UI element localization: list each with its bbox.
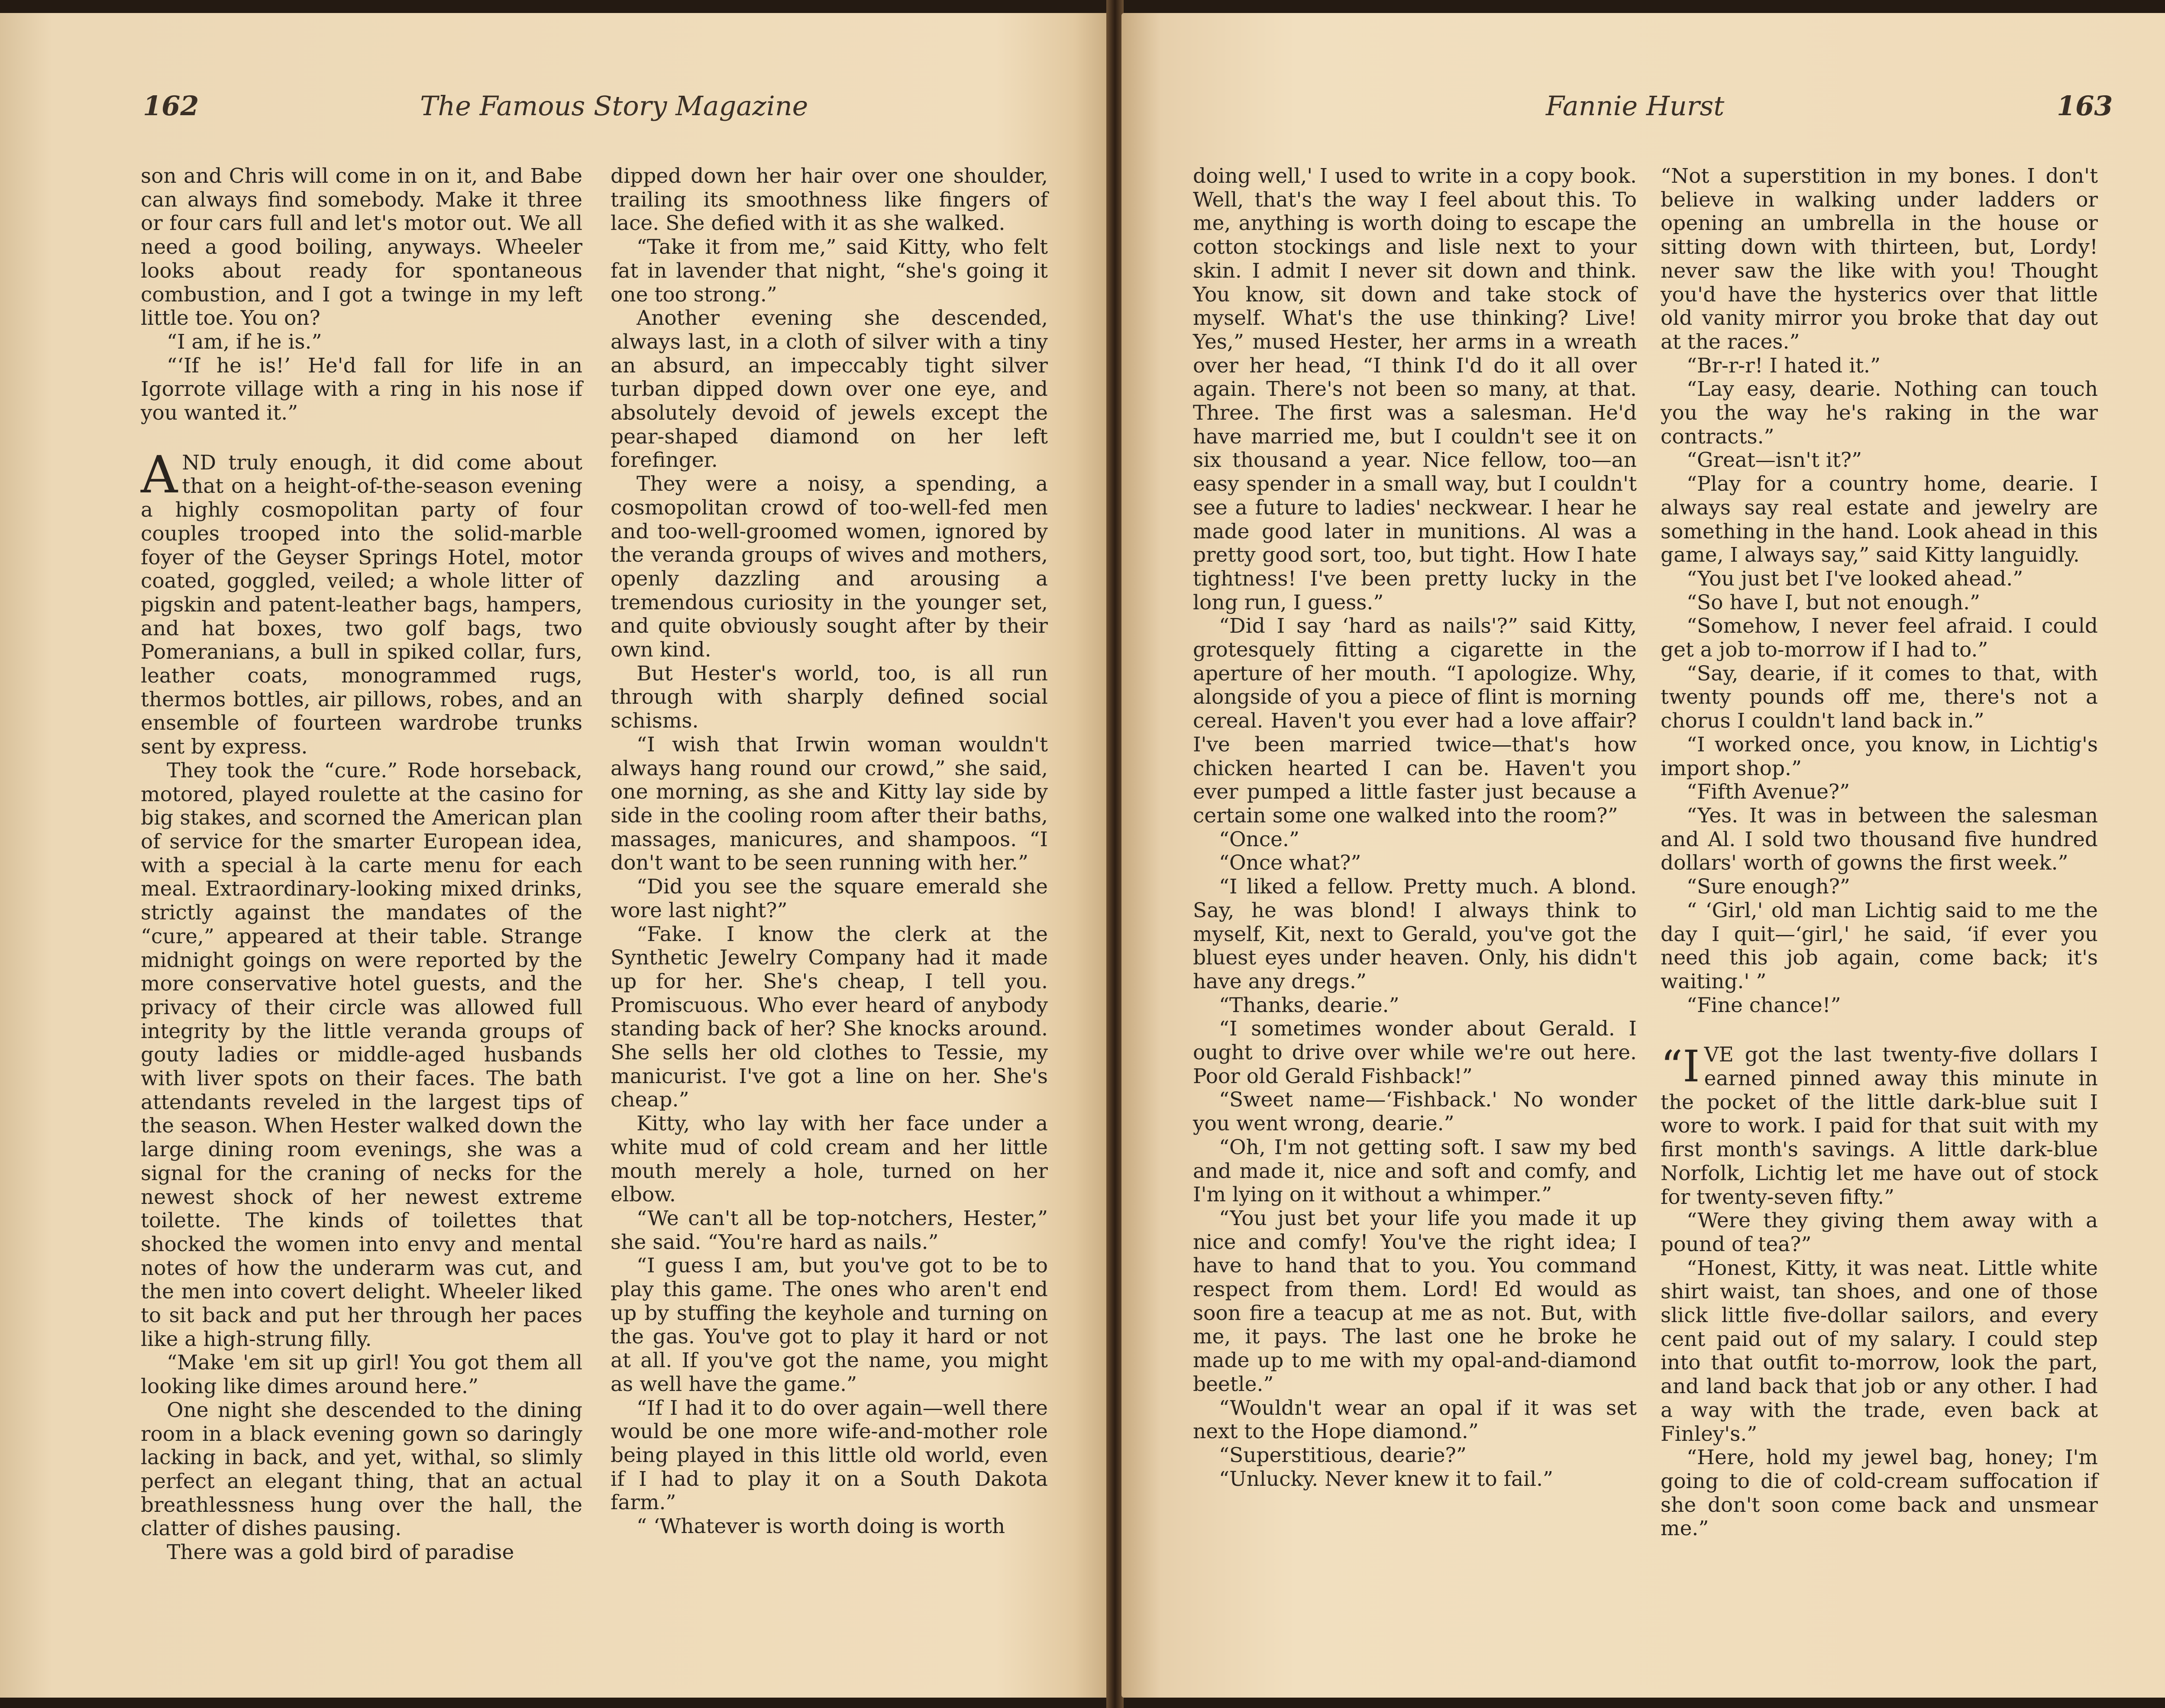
paragraph: “‘If he is!’ He'd fall for life in an Igorrote village with a ring in his nose if you wanted it.” [141,353,582,425]
paragraph: “I guess I am, but you've got to be to play this game. The ones who aren't end up by stuffing the keyhole and turning on the gas. You've got to play it hard or not at all. If you've got the name, you might as well have the game.” [611,1254,1048,1396]
paragraph: “I wish that Irwin woman wouldn't always hang round our crowd,” she said, one morning, as she and Kitty lay side by side in the cooling room after their baths, massages, manicures, and shampoos. “I don't want to be seen running with her.” [611,732,1048,875]
paragraph: “Say, dearie, if it comes to that, with twenty pounds off me, there's not a chorus I couldn't land back in.” [1661,661,2098,733]
paragraph: “You just bet I've looked ahead.” [1687,566,2023,591]
paragraph: “We can't all be top-notchers, Hester,” she said. “You're hard as nails.” [611,1206,1048,1254]
paragraph: “I liked a fellow. Pretty much. A blond. Say, he was blond! I always think to myself, Kit, next to Gerald, you've got the bluest eyes under heaven. Only, his didn't have any dregs.” [1193,875,1637,993]
paragraph: “Play for a country home, dearie. I always say real estate and jewelry are something in the hand. Look ahead in this game, I always say,” said Kitty languidly. [1661,472,2098,567]
paragraph: “If I had it to do over again—well there would be one more wife-and-mother role being played in this little old world, even if I had to play it on a South Dakota farm.” [611,1396,1048,1515]
right-column-2 [1661,165,2098,1541]
paragraph: “Br-r-r! I hated it.” [1687,353,1881,378]
paragraph: “So have I, but not enough.” [1687,590,1981,615]
paragraph: “Once.” [1219,827,1299,851]
paragraph: There was a gold bird of paradise [167,1540,514,1565]
paragraph: dipped down her hair over one shoulder, trailing its smoothness like fingers of lace. She defied with it as she walked. [611,164,1048,236]
paragraph: “You just bet your life you made it up nice and comfy! You've the right idea; I have to hand that to you. You command respect from them. Lord! Ed would as soon fire a teacup at me as not. But, with me, it pays. The last one he broke he made up to me with my opal-and-diamond beetle.” [1193,1206,1637,1396]
right-running-head: Fannie Hurst [1546,90,1725,122]
paragraph: “I sometimes wonder about Gerald. I ought to drive over while we're out here. Poor old Gerald Fishback!” [1193,1017,1637,1088]
paragraph: “Great—isn't it?” [1687,448,1862,472]
left-column-2 [611,165,1048,1539]
paragraph-text: ND truly enough, it did come about that on a height-of-the-season evening a highly cosmopolitan party of four couples trooped into the solid-marble foyer of the Geyser Springs Hotel, motor coated, goggled, veiled; a whole litter of pigskin and patent-leather bags, hampers, and hat boxes, two golf bags, two Pomeranians, a bull in spiked collar, furs, leather coats, monogrammed rugs, thermos bottles, air pillows, robes, and an ensemble of fourteen wardrobe trunks sent by express. [141,450,582,759]
paragraph: “Did I say ‘hard as nails'?” said Kitty, grotesquely fitting a cigarette in the aperture of her mouth. “I apologize. Why, alongside of you a piece of flint is morning cereal. Haven't you ever had a love affair? I've been married twice—that's how chicken hearted I can be. Haven't you ever pumped a little faster just because a certain some one walked into the room?” [1193,614,1637,828]
left-running-head: The Famous Story Magazine [420,90,808,122]
paragraph: “Not a superstition in my bones. I don't believe in walking under ladders or opening an umbrella in the house or sitting down with thirteen, but, Lordy! never saw the like with you! Thought you'd have the hysterics over that little old vanity mirror you broke that day out at the races.” [1661,164,2098,354]
left-folio [143,90,199,122]
section-start-paragraph [1661,1043,2098,1209]
paragraph: “ ‘Girl,' old man Lichtig said to me the day I quit—‘girl,' he said, ‘if ever you need this job again, come back; it's waiting.' ” [1661,898,2098,993]
paragraph: “Yes. It was in between the salesman and Al. I sold two thousand five hundred dollars' worth of gowns the first week.” [1661,803,2098,875]
paragraph: “Thanks, dearie.” [1219,993,1399,1017]
right-folio [2057,90,2113,122]
paragraph: “Superstitious, dearie?” [1219,1443,1467,1467]
paragraph: “Honest, Kitty, it was neat. Little white shirt waist, tan shoes, and one of those slick little five-dollar sailors, and every cent paid out of my salary. I could step into that outfit to-morrow, look the part, and land back that job or any other. I had a way with the trade, even back at Finley's.” [1661,1256,2098,1446]
right-column-1 [1193,165,1637,1491]
paragraph: “Take it from me,” said Kitty, who felt fat in lavender that night, “she's going it one too strong.” [611,235,1048,307]
paragraph: “I worked once, you know, in Lichtig's import shop.” [1661,732,2098,780]
paragraph: Another evening she descended, always last, in a cloth of silver with a tiny an absurd, an impeccably tight silver turban dipped down over one eye, and absolutely devoid of jewels except the pear-shaped diamond on her left forefinger. [611,306,1048,472]
paragraph: They were a noisy, a spending, a cosmopolitan crowd of too-well-fed men and too-well-groomed women, ignored by the veranda groups of wives and mothers, openly dazzling and arousing a tremendous curiosity in the younger set, and quite obviously sought after by their own kind. [611,472,1048,662]
paragraph: “Lay easy, dearie. Nothing can touch you the way he's raking in the war contracts.” [1661,377,2098,449]
paragraph: “I am, if he is.” [167,330,322,354]
paragraph: “Were they giving them away with a pound of tea?” [1661,1209,2098,1256]
paragraph: “Did you see the square emerald she wore last night?” [611,875,1048,922]
paragraph: “Here, hold my jewel bag, honey; I'm going to die of cold-cream suffocation if she don't soon come back and unsmear me.” [1661,1446,2098,1541]
paragraph: doing well,' I used to write in a copy book. Well, that's the way I feel about this. To me, anything is worth doing to escape the cotton stockings and lisle next to your skin. I admit I never sit down and think. You know, sit down and take stock of myself. What's the use thinking? Live! Yes,” mused Hester, her arms in a wreath over her head, “I think I'd do it all over again. There's not been so many, at that. Three. The first was a salesman. He'd have married me, but I couldn't see it on six thousand a year. Nice fellow, too—an easy spender in a small way, but I couldn't see a future to ladies' neckwear. I hear he made good later in munitions. Al was a pretty good sort, too, but tight. How I hate tightness! I've been pretty lucky in the long run, I guess.” [1193,164,1637,615]
paragraph: Kitty, who lay with her face under a white mud of cold cream and her little mouth merely a hole, turned on her elbow. [611,1112,1048,1207]
left-page [0,13,1108,1698]
left-column-1 [141,165,582,1565]
book-gutter [1106,0,1124,1708]
paragraph: “Sure enough?” [1687,875,1850,899]
paragraph: son and Chris will come in on it, and Babe can always find somebody. Make it three or four cars full and let's motor out. We all need a good boiling, anyways. Wheeler looks about ready for spontaneous combustion, and I got a twinge in my left little toe. You on? [141,164,582,330]
page-number: 162 [143,90,199,122]
paragraph: “Wouldn't wear an opal if it was set next to the Hope diamond.” [1193,1396,1637,1444]
drop-cap: “I [1661,1041,1700,1092]
paragraph: “Fine chance!” [1687,993,1841,1017]
paragraph: “Unlucky. Never knew it to fail.” [1219,1467,1554,1491]
paragraph: “Fake. I know the clerk at the Synthetic Jewelry Company had it made up for her. She's cheap, I tell you. Promiscuous. Who ever heard of anybody standing back of her? She knocks around. She sells her old clothes to Tessie, my manicurist. I've got a line on her. She's cheap.” [611,922,1048,1112]
paragraph: “Once what?” [1219,851,1361,875]
paragraph: They took the “cure.” Rode horseback, motored, played roulette at the casino for big stakes, and scorned the American plan of service for the smarter European idea, with a special à la carte menu for each meal. Extraordinary-looking mixed drinks, strictly against the mandates of the “cure,” appeared at their table. Strange midnight goings on were reported by the more conservative hotel guests, and the privacy of their circle was allowed full integrity by the little veranda groups of gouty ladies or middle-aged husbands with liver spots on their faces. The bath attendants reveled in the largest tips of the season. When Hester walked down the large dining room evenings, she was a signal for the craning of necks for the newest shock of her newest extreme toilette. The kinds of toilettes that shocked the women into envy and mental notes of how the underarm was cut, and the men into covert delight. Wheeler liked to sit back and put her through her paces like a high-strung filly. [141,758,582,1351]
paragraph: But Hester's world, too, is all run through with sharply defined social schisms. [611,661,1048,733]
drop-cap: A [141,444,178,505]
section-start-paragraph [141,444,582,759]
page-number: 163 [2057,90,2113,122]
paragraph: “Oh, I'm not getting soft. I saw my bed and made it, nice and soft and comfy, and I'm lying on it without a whimper.” [1193,1135,1637,1207]
right-page [1121,13,2165,1698]
paragraph: “ ‘Whatever is worth doing is worth [637,1514,1005,1539]
paragraph: “Sweet name—‘Fishback.' No wonder you went wrong, dearie.” [1193,1088,1637,1136]
paragraph: “Somehow, I never feel afraid. I could get a job to-morrow if I had to.” [1661,614,2098,662]
paragraph-text: VE got the last twenty-five dollars I earned pinned away this minute in the pocket of the little dark-blue suit I wore to work. I paid for that suit with my first month's savings. A little dark-blue Norfolk, Lichtig let me have out of stock for twenty-seven fifty.” [1661,1043,2098,1209]
paragraph: “Make 'em sit up girl! You got them all looking like dimes around here.” [141,1351,582,1399]
paragraph: One night she descended to the dining room in a black evening gown so daringly lacking in back, and yet, withal, so slimly perfect an elegant thing, that an actual breathlessness hung over the hall, the clatter of dishes pausing. [141,1398,582,1541]
paragraph: “Fifth Avenue?” [1687,780,1850,804]
